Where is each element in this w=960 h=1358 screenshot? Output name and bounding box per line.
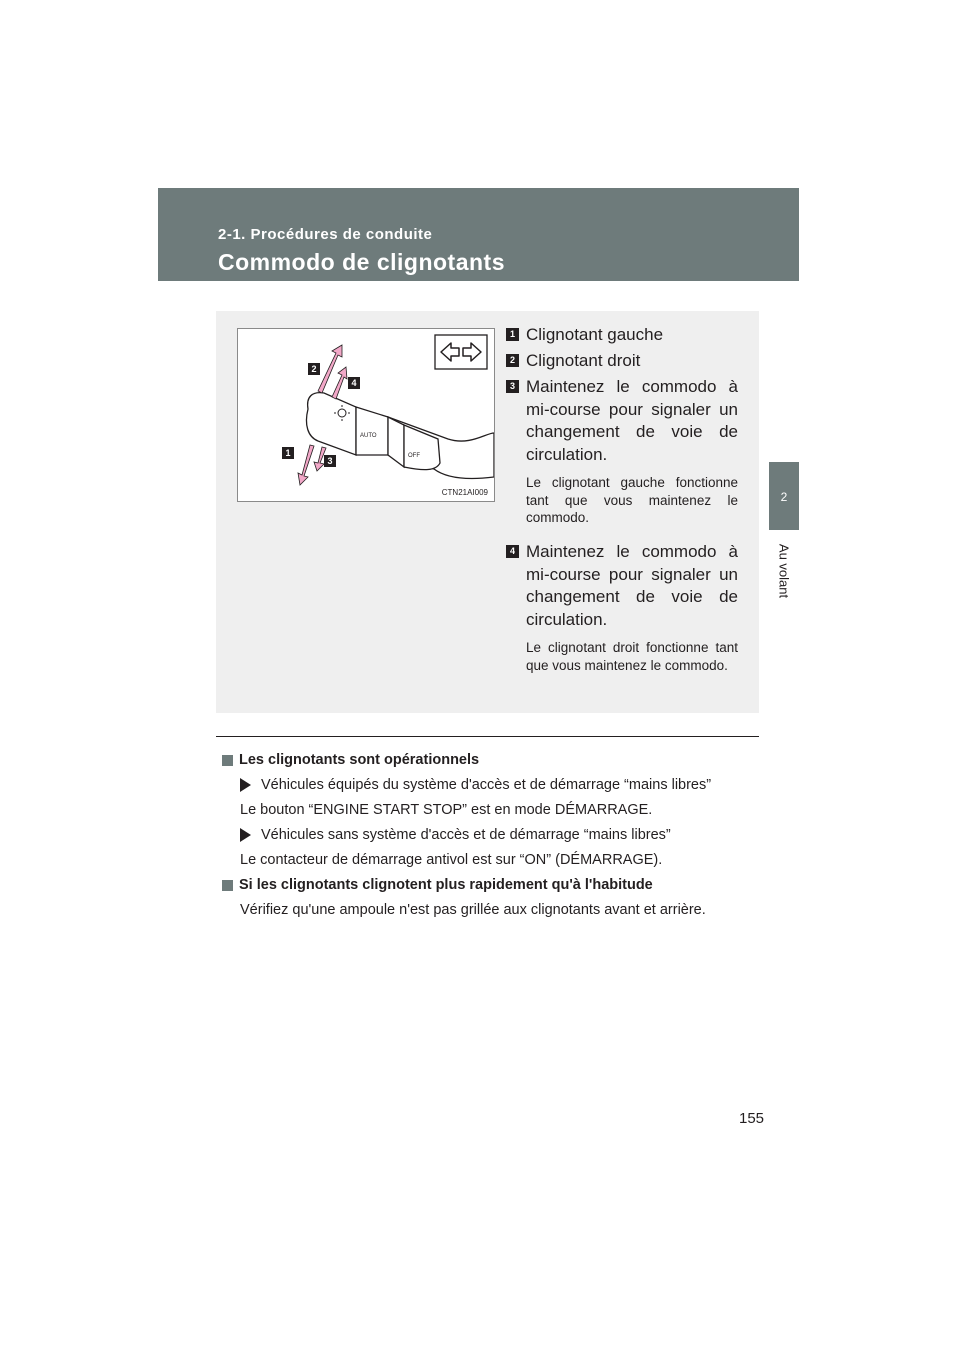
note-heading bbox=[222, 752, 762, 768]
condition-text: Véhicules équipés du système d'accès et de démarrage “mains libres” bbox=[261, 777, 712, 793]
condition-text: Véhicules sans système d'accès et de démarrage “mains libres” bbox=[261, 827, 671, 843]
turn-signal-lever-figure bbox=[237, 328, 495, 502]
square-bullet-icon bbox=[222, 880, 233, 891]
condition-line bbox=[240, 777, 762, 793]
callout-1: 1 bbox=[285, 448, 291, 458]
page-number: 155 bbox=[739, 1110, 765, 1127]
lever-label-off: OFF bbox=[408, 453, 420, 459]
lever-illustration bbox=[238, 329, 494, 501]
note-body: Vérifiez qu'une ampoule n'est pas grillée aux clignotants avant et arrière. bbox=[240, 902, 706, 918]
item-text: Clignotant gauche bbox=[526, 325, 664, 344]
figure-code: CTN21AI009 bbox=[441, 488, 488, 497]
arrow-up-half bbox=[332, 367, 347, 399]
triangle-bullet-icon bbox=[240, 778, 251, 792]
notes-section bbox=[222, 752, 762, 927]
note-heading-text: Si les clignotants clignotent plus rapidement qu'à l'habitude bbox=[239, 877, 653, 893]
lever-label-auto: AUTO bbox=[360, 433, 377, 439]
arrow-down-full bbox=[298, 445, 314, 485]
item-text: Maintenez le commodo à mi-course pour signaler un changement de voie de circulation. bbox=[526, 377, 738, 464]
page-title: Commodo de clignotants bbox=[218, 249, 505, 275]
note-body: Le bouton “ENGINE START STOP” est en mode DÉMARRAGE. bbox=[240, 802, 653, 818]
note-body: Le contacteur de démarrage antivol est sur “ON” (DÉMARRAGE). bbox=[240, 852, 663, 868]
callout-4: 4 bbox=[351, 378, 357, 388]
chapter-label: Au volant bbox=[776, 543, 792, 599]
note-heading bbox=[222, 877, 762, 893]
item-number: 4 bbox=[506, 545, 519, 558]
item-note: Le clignotant droit fonctionne tant que vous maintenez le commodo. bbox=[526, 640, 738, 673]
item-number: 3 bbox=[506, 380, 519, 393]
square-bullet-icon bbox=[222, 755, 233, 766]
divider bbox=[216, 736, 759, 737]
turn-signal-arrows-icon bbox=[435, 335, 487, 369]
item-note: Le clignotant gauche fonctionne tant que vous maintenez le commodo. bbox=[526, 475, 738, 525]
triangle-bullet-icon bbox=[240, 828, 251, 842]
condition-line bbox=[240, 827, 762, 843]
callout-2: 2 bbox=[311, 364, 317, 374]
item-number: 1 bbox=[506, 328, 519, 341]
chapter-number: 2 bbox=[780, 490, 788, 504]
note-heading-text: Les clignotants sont opérationnels bbox=[239, 752, 480, 768]
item-text: Clignotant droit bbox=[526, 351, 641, 370]
item-number: 2 bbox=[506, 354, 519, 367]
item-text: Maintenez le commodo à mi-course pour signaler un changement de voie de circulation. bbox=[526, 542, 738, 629]
callout-3: 3 bbox=[327, 456, 333, 466]
section-label: 2-1. Procédures de conduite bbox=[218, 226, 433, 243]
